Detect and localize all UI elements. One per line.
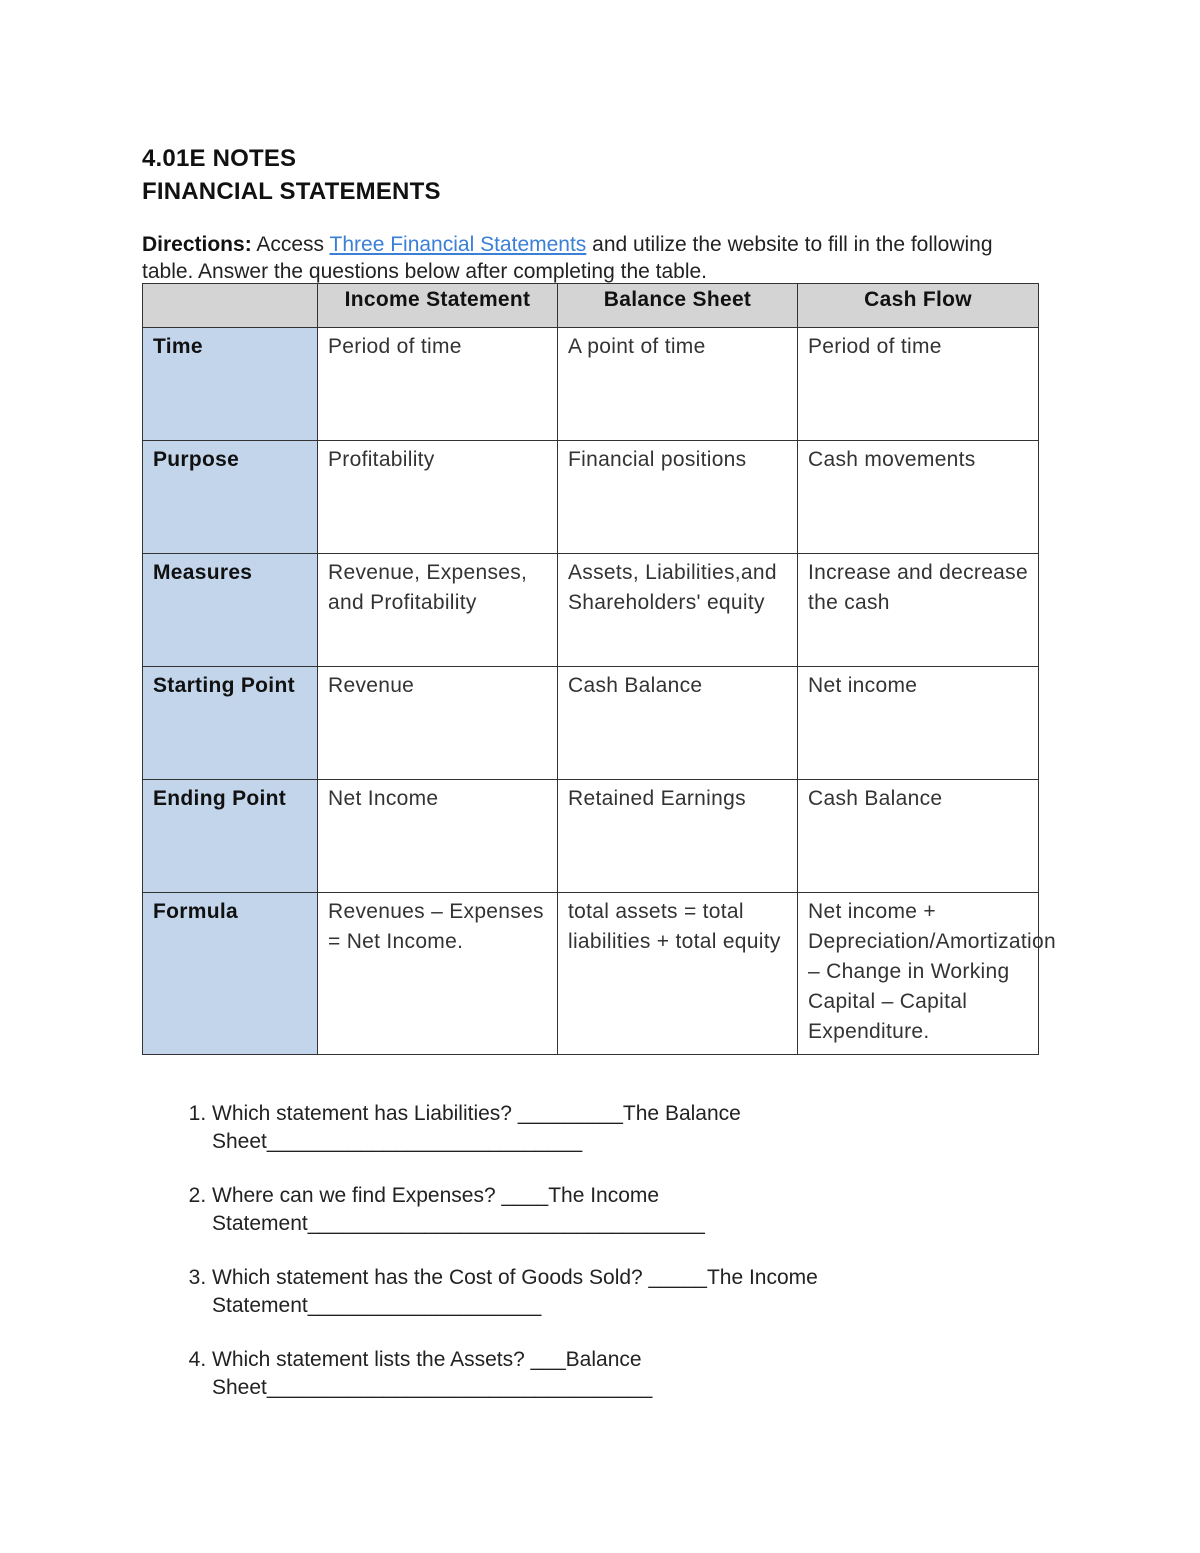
row-header-ending-point: Ending Point xyxy=(143,780,318,893)
table-cell: Increase and decrease the cash xyxy=(798,554,1039,667)
row-header-measures: Measures xyxy=(143,554,318,667)
table-cell: Revenues – Expenses = Net Income. xyxy=(318,893,558,1055)
row-header-time: Time xyxy=(143,328,318,441)
table-cell: Assets, Liabilities,and Shareholders' equity xyxy=(558,554,798,667)
table-cell: Revenue, Expenses, and Profitability xyxy=(318,554,558,667)
table-cell: Revenue xyxy=(318,667,558,780)
row-header-purpose: Purpose xyxy=(143,441,318,554)
directions-text-before: Access xyxy=(251,233,330,256)
table-row-purpose xyxy=(143,441,1039,554)
questions-list xyxy=(172,1100,972,1428)
table-cell: Financial positions xyxy=(558,441,798,554)
table-cell: Retained Earnings xyxy=(558,780,798,893)
financial-statements-table xyxy=(142,283,1056,1055)
page-title: FINANCIAL STATEMENTS xyxy=(142,178,441,205)
table-row-measures xyxy=(143,554,1039,667)
table-cell: Net income xyxy=(798,667,1039,780)
table-cell: Net Income xyxy=(318,780,558,893)
table-header-row xyxy=(143,284,1039,328)
table-row-ending-point xyxy=(143,780,1039,893)
table-cell: total assets = total liabilities + total equity xyxy=(558,893,798,1055)
table-cell: Net income + Depreciation/Amortization – Change in Working Capital – Capital Expenditure. xyxy=(798,893,1039,1055)
table-cell: Period of time xyxy=(318,328,558,441)
table-row-formula xyxy=(143,893,1039,1055)
table-cell: Period of time xyxy=(798,328,1039,441)
directions-label: Directions: xyxy=(142,233,252,256)
directions-paragraph xyxy=(142,231,1022,285)
row-header-starting-point: Starting Point xyxy=(143,667,318,780)
table-cell: A point of time xyxy=(558,328,798,441)
column-header-cash-flow: Cash Flow xyxy=(798,284,1039,328)
table-row-starting-point xyxy=(143,667,1039,780)
question-1: 1. Which statement has Liabilities? _________The Balance Sheet___________________________ xyxy=(212,1100,972,1156)
row-header-formula: Formula xyxy=(143,893,318,1055)
directions-text-after: and utilize the website to fill in the following table. Answer the questions below after completing the table. xyxy=(142,233,993,283)
table-cell: Cash movements xyxy=(798,441,1039,554)
table-corner-cell xyxy=(143,284,318,328)
question-3: 3. Which statement has the Cost of Goods Sold? _____The Income Statement____________________ xyxy=(212,1264,972,1320)
table-cell: Profitability xyxy=(318,441,558,554)
question-2: 2. Where can we find Expenses? ____The Income Statement__________________________________ xyxy=(212,1182,972,1238)
column-header-balance-sheet: Balance Sheet xyxy=(558,284,798,328)
question-4: 4. Which statement lists the Assets? ___Balance Sheet_________________________________ xyxy=(212,1346,972,1402)
table-cell: Cash Balance xyxy=(798,780,1039,893)
table-cell: Cash Balance xyxy=(558,667,798,780)
three-financial-statements-link[interactable]: Three Financial Statements xyxy=(329,233,587,256)
table-row-time xyxy=(143,328,1039,441)
column-header-income-statement: Income Statement xyxy=(318,284,558,328)
notes-title: 4.01E NOTES xyxy=(142,145,297,172)
